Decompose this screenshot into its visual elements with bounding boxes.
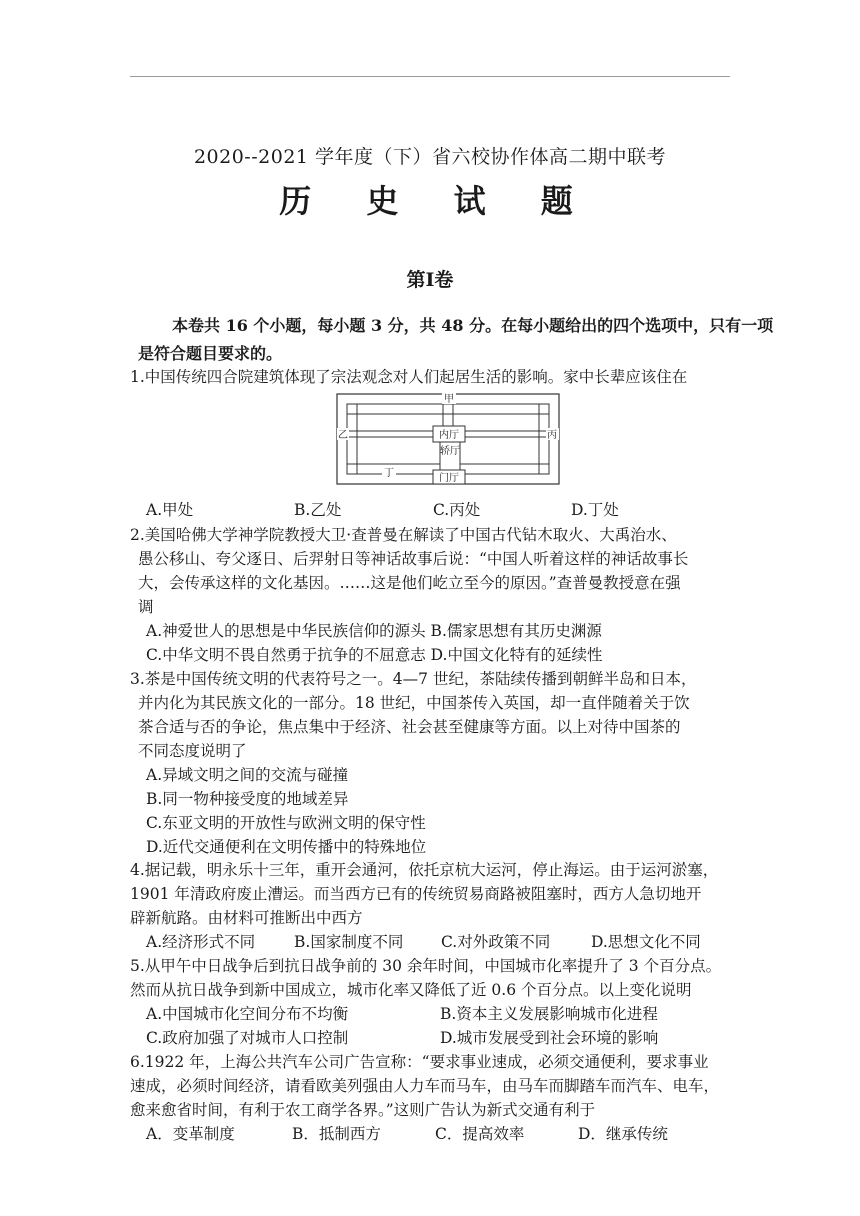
q1-option-c[interactable]: C.丙处 — [433, 501, 481, 519]
label-menting: 门厅 — [439, 473, 459, 484]
question-1-options — [146, 499, 619, 521]
question-3-stem-line: 茶合适与否的争论，焦点集中于经济、社会甚至健康等方面。以上对待中国茶的 — [138, 718, 681, 736]
question-4-options — [146, 931, 701, 953]
q4-option-d[interactable]: D.思想文化不同 — [591, 933, 701, 951]
q4-option-c[interactable]: C.对外政策不同 — [441, 933, 551, 951]
label-jia: 甲 — [444, 394, 454, 405]
question-5-options-row-2 — [146, 1027, 658, 1049]
q4-option-a[interactable]: A.经济形式不同 — [146, 933, 256, 951]
siheyuan-diagram — [336, 391, 560, 487]
label-yi: 乙 — [338, 430, 348, 441]
q1-option-a[interactable]: A.甲处 — [146, 501, 194, 519]
question-5-options-row-1 — [146, 1003, 658, 1025]
q6-option-b[interactable]: B．抵制西方 — [292, 1125, 381, 1143]
q6-option-a[interactable]: A．变革制度 — [146, 1125, 235, 1143]
question-5-stem-line: 5.从甲午中日战争后到抗日战争前的 30 余年时间，中国城市化率提升了 3 个百分点。 — [130, 957, 722, 975]
subject-title: 历 史 试 题 — [279, 182, 595, 220]
q1-option-d[interactable]: D.丁处 — [571, 501, 619, 519]
exam-title: 2020--2021 学年度（下）省六校协作体高二期中联考 — [193, 146, 667, 168]
header-rule — [130, 76, 730, 77]
q5-option-c[interactable]: C.政府加强了对城市人口控制 — [146, 1029, 349, 1047]
question-2-stem-line: 2.美国哈佛大学神学院教授大卫·查普曼在解读了中国古代钻木取火、大禹治水、 — [130, 526, 677, 544]
label-neiting: 内厅 — [439, 430, 459, 441]
q3-option-d[interactable]: D.近代交通便利在文明传播中的特殊地位 — [146, 838, 427, 856]
question-5-stem-line: 然而从抗日战争到新中国成立，城市化率又降低了近 0.6 个百分点。以上变化说明 — [130, 981, 692, 999]
question-2-stem-line: 调 — [138, 598, 154, 616]
q5-option-a[interactable]: A.中国城市化空间分布不均衡 — [146, 1005, 349, 1023]
q1-option-b[interactable]: B.乙处 — [294, 501, 342, 519]
label-bing: 丙 — [547, 430, 557, 441]
q5-option-b[interactable]: B.资本主义发展影响城市化进程 — [440, 1005, 658, 1023]
label-ding: 丁 — [384, 468, 394, 479]
question-2-stem-line: 大，会传承这样的文化基因。……这是他们屹立至今的原因。”查普曼教授意在强 — [138, 574, 681, 592]
question-3-stem-line: 不同态度说明了 — [138, 742, 247, 760]
question-2-stem-line: 愚公移山、夸父逐日、后羿射日等神话故事后说：“中国人听着这样的神话故事长 — [138, 550, 689, 568]
volume-title: 第Ⅰ卷 — [406, 269, 454, 291]
q4-option-b[interactable]: B.国家制度不同 — [294, 933, 404, 951]
q5-option-d[interactable]: D.城市发展受到社会环境的影响 — [440, 1029, 659, 1047]
q3-option-a[interactable]: A.异域文明之间的交流与碰撞 — [146, 766, 349, 784]
siheyuan-floorplan — [336, 391, 560, 487]
q2-option-cd[interactable]: C.中华文明不畏自然勇于抗争的不屈意志 D.中国文化特有的延续性 — [146, 646, 603, 664]
question-4-stem-line: 4.据记载，明永乐十三年，重开会通河，依托京杭大运河，停止海运。由于运河淤塞， — [130, 861, 719, 879]
question-3-stem-line: 并内化为其民族文化的一部分。18 世纪，中国茶传入英国，却一直伴随着关于饮 — [138, 694, 690, 712]
label-jiaoting-1: 轿厅 — [440, 446, 460, 457]
q3-option-b[interactable]: B.同一物种接受度的地域差异 — [146, 790, 349, 808]
question-6-stem-line: 6.1922 年，上海公共汽车公司广告宣称：“要求事业速成，必须交通便利，要求事业 — [130, 1053, 709, 1071]
question-6-stem-line: 愈来愈省时间，有利于农工商学各界。”这则广告认为新式交通有利于 — [130, 1101, 596, 1119]
q6-option-c[interactable]: C．提高效率 — [435, 1125, 525, 1143]
question-6-options — [146, 1123, 668, 1145]
q2-option-ab[interactable]: A.神爱世人的思想是中华民族信仰的源头 B.儒家思想有其历史渊源 — [146, 622, 602, 640]
question-4-stem-line: 1901 年清政府废止漕运。而当西方已有的传统贸易商路被阻塞时，西方人急切地开 — [130, 885, 702, 903]
q6-option-d[interactable]: D．继承传统 — [578, 1125, 668, 1143]
q3-option-c[interactable]: C.东亚文明的开放性与欧洲文明的保守性 — [146, 814, 426, 832]
question-6-stem-line: 速成，必须时间经济，请看欧美列强由人力车而马车，由马车而脚踏车而汽车、电车， — [130, 1077, 720, 1095]
question-3-stem-line: 3.茶是中国传统文明的代表符号之一。4—7 世纪，茶陆续传播到朝鲜半岛和日本， — [130, 670, 697, 688]
section-instructions: 本卷共 16 个小题，每小题 3 分，共 48 分。在每小题给出的四个选项中，只有一项是符合题目要求的。 — [138, 316, 774, 363]
question-4-stem-line: 辟新航路。由材料可推断出中西方 — [130, 909, 363, 927]
question-1-stem: 1.中国传统四合院建筑体现了宗法观念对人们起居生活的影响。家中长辈应该住在 — [130, 368, 688, 386]
